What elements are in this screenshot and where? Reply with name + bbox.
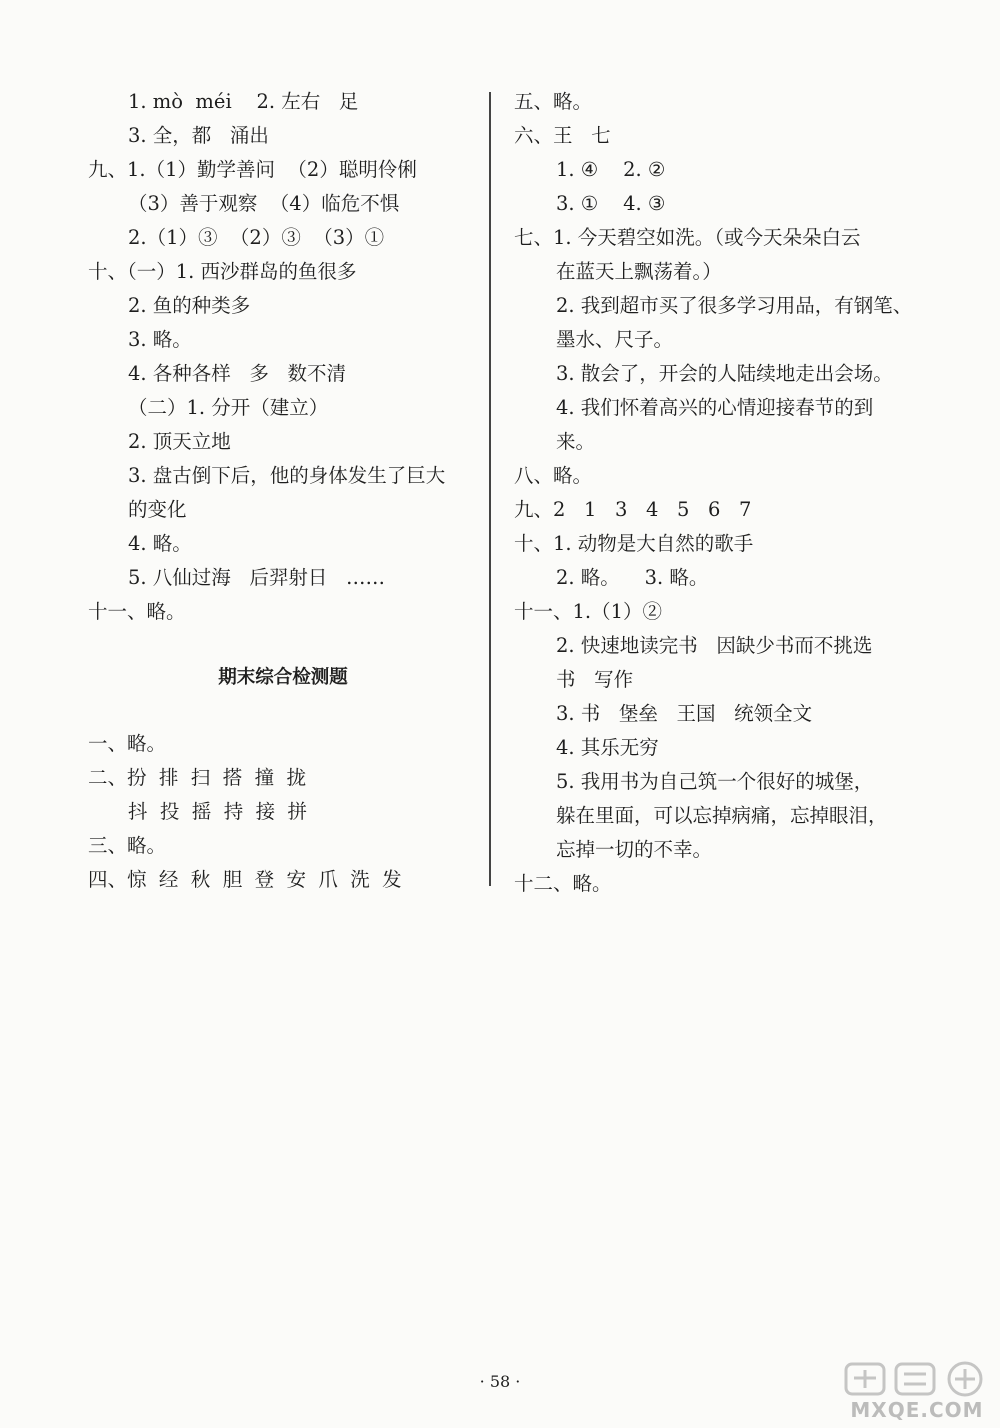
answer-line: 来。 bbox=[556, 430, 596, 453]
column-divider bbox=[489, 92, 491, 886]
answer-line: 3. ① 4. ③ bbox=[556, 192, 666, 215]
answer-line: 2. 快速地读完书 因缺少书而不挑选 bbox=[556, 634, 873, 657]
answer-line: 3. 散会了，开会的人陆续地走出会场。 bbox=[556, 362, 893, 385]
section-title: 期末综合检测题 bbox=[218, 667, 348, 688]
answer-line: 5. 我用书为自己筑一个很好的城堡， bbox=[556, 770, 874, 793]
answer-line: 九、1.（1）勤学善问 （2）聪明伶俐 bbox=[88, 158, 417, 181]
watermark-text: MXQE.COM bbox=[850, 1398, 984, 1422]
answer-line: 抖 投 摇 持 接 拼 bbox=[128, 800, 307, 823]
answer-line: 四、惊 经 秋 胆 登 安 爪 洗 发 bbox=[88, 868, 402, 891]
answer-line: 1. mò méi 2. 左右 足 bbox=[128, 90, 359, 113]
answer-line: 十一、1.（1）② bbox=[514, 600, 663, 623]
answer-line: （二）1. 分开（建立） bbox=[128, 396, 329, 419]
answer-line: 十、（一）1. 西沙群岛的鱼很多 bbox=[88, 260, 357, 283]
answer-line: 墨水、尺子。 bbox=[556, 328, 674, 351]
answer-line: 忘掉一切的不幸。 bbox=[556, 838, 713, 861]
answer-line: 的变化 bbox=[128, 498, 187, 521]
answer-line: 2. 略。 3. 略。 bbox=[556, 566, 709, 589]
answer-line: 3. 盘古倒下后，他的身体发生了巨大 bbox=[128, 464, 446, 487]
answer-line: （3）善于观察 （4）临危不惧 bbox=[128, 192, 400, 215]
answer-line: 4. 各种各样 多 数不清 bbox=[128, 362, 346, 385]
answer-line: 五、略。 bbox=[514, 90, 593, 113]
page-number: · 58 · bbox=[479, 1372, 521, 1391]
answer-line: 2. 顶天立地 bbox=[128, 430, 231, 453]
answer-line: 在蓝天上飘荡着。） bbox=[556, 260, 722, 283]
answer-line: 3. 书 堡垒 王国 统领全文 bbox=[556, 702, 813, 725]
answer-line: 1. ④ 2. ② bbox=[556, 158, 666, 181]
answer-line: 书 写作 bbox=[556, 668, 634, 691]
answer-line: 二、扮 排 扫 搭 撞 拢 bbox=[88, 766, 306, 789]
answer-line: 躲在里面，可以忘掉病痛，忘掉眼泪， bbox=[556, 804, 888, 827]
answer-line: 九、2 1 3 4 5 6 7 bbox=[514, 498, 752, 521]
answer-line: 十、1. 动物是大自然的歌手 bbox=[514, 532, 754, 555]
answer-line: 3. 略。 bbox=[128, 328, 192, 351]
answer-line: 2. 鱼的种类多 bbox=[128, 294, 251, 317]
watermark bbox=[842, 1360, 992, 1422]
answer-line: 4. 其乐无穷 bbox=[556, 736, 659, 759]
answer-line: 2.（1）③ （2）③ （3）① bbox=[128, 226, 385, 249]
answer-line: 2. 我到超市买了很多学习用品，有钢笔、 bbox=[556, 294, 913, 317]
answer-line: 三、略。 bbox=[88, 834, 167, 857]
answer-line: 八、略。 bbox=[514, 464, 593, 487]
answer-line: 十一、略。 bbox=[88, 600, 186, 623]
answer-line: 3. 全，都 涌出 bbox=[128, 124, 269, 147]
answer-line: 4. 我们怀着高兴的心情迎接春节的到 bbox=[556, 396, 874, 419]
answer-line: 5. 八仙过海 后羿射日 …… bbox=[128, 566, 385, 589]
answer-line: 一、略。 bbox=[88, 732, 167, 755]
answer-line: 十二、略。 bbox=[514, 872, 612, 895]
answer-line: 六、王 七 bbox=[514, 124, 611, 147]
answer-line: 4. 略。 bbox=[128, 532, 192, 555]
watermark-logo-icon bbox=[842, 1360, 992, 1400]
answer-line: 七、1. 今天碧空如洗。（或今天朵朵白云 bbox=[514, 226, 861, 249]
